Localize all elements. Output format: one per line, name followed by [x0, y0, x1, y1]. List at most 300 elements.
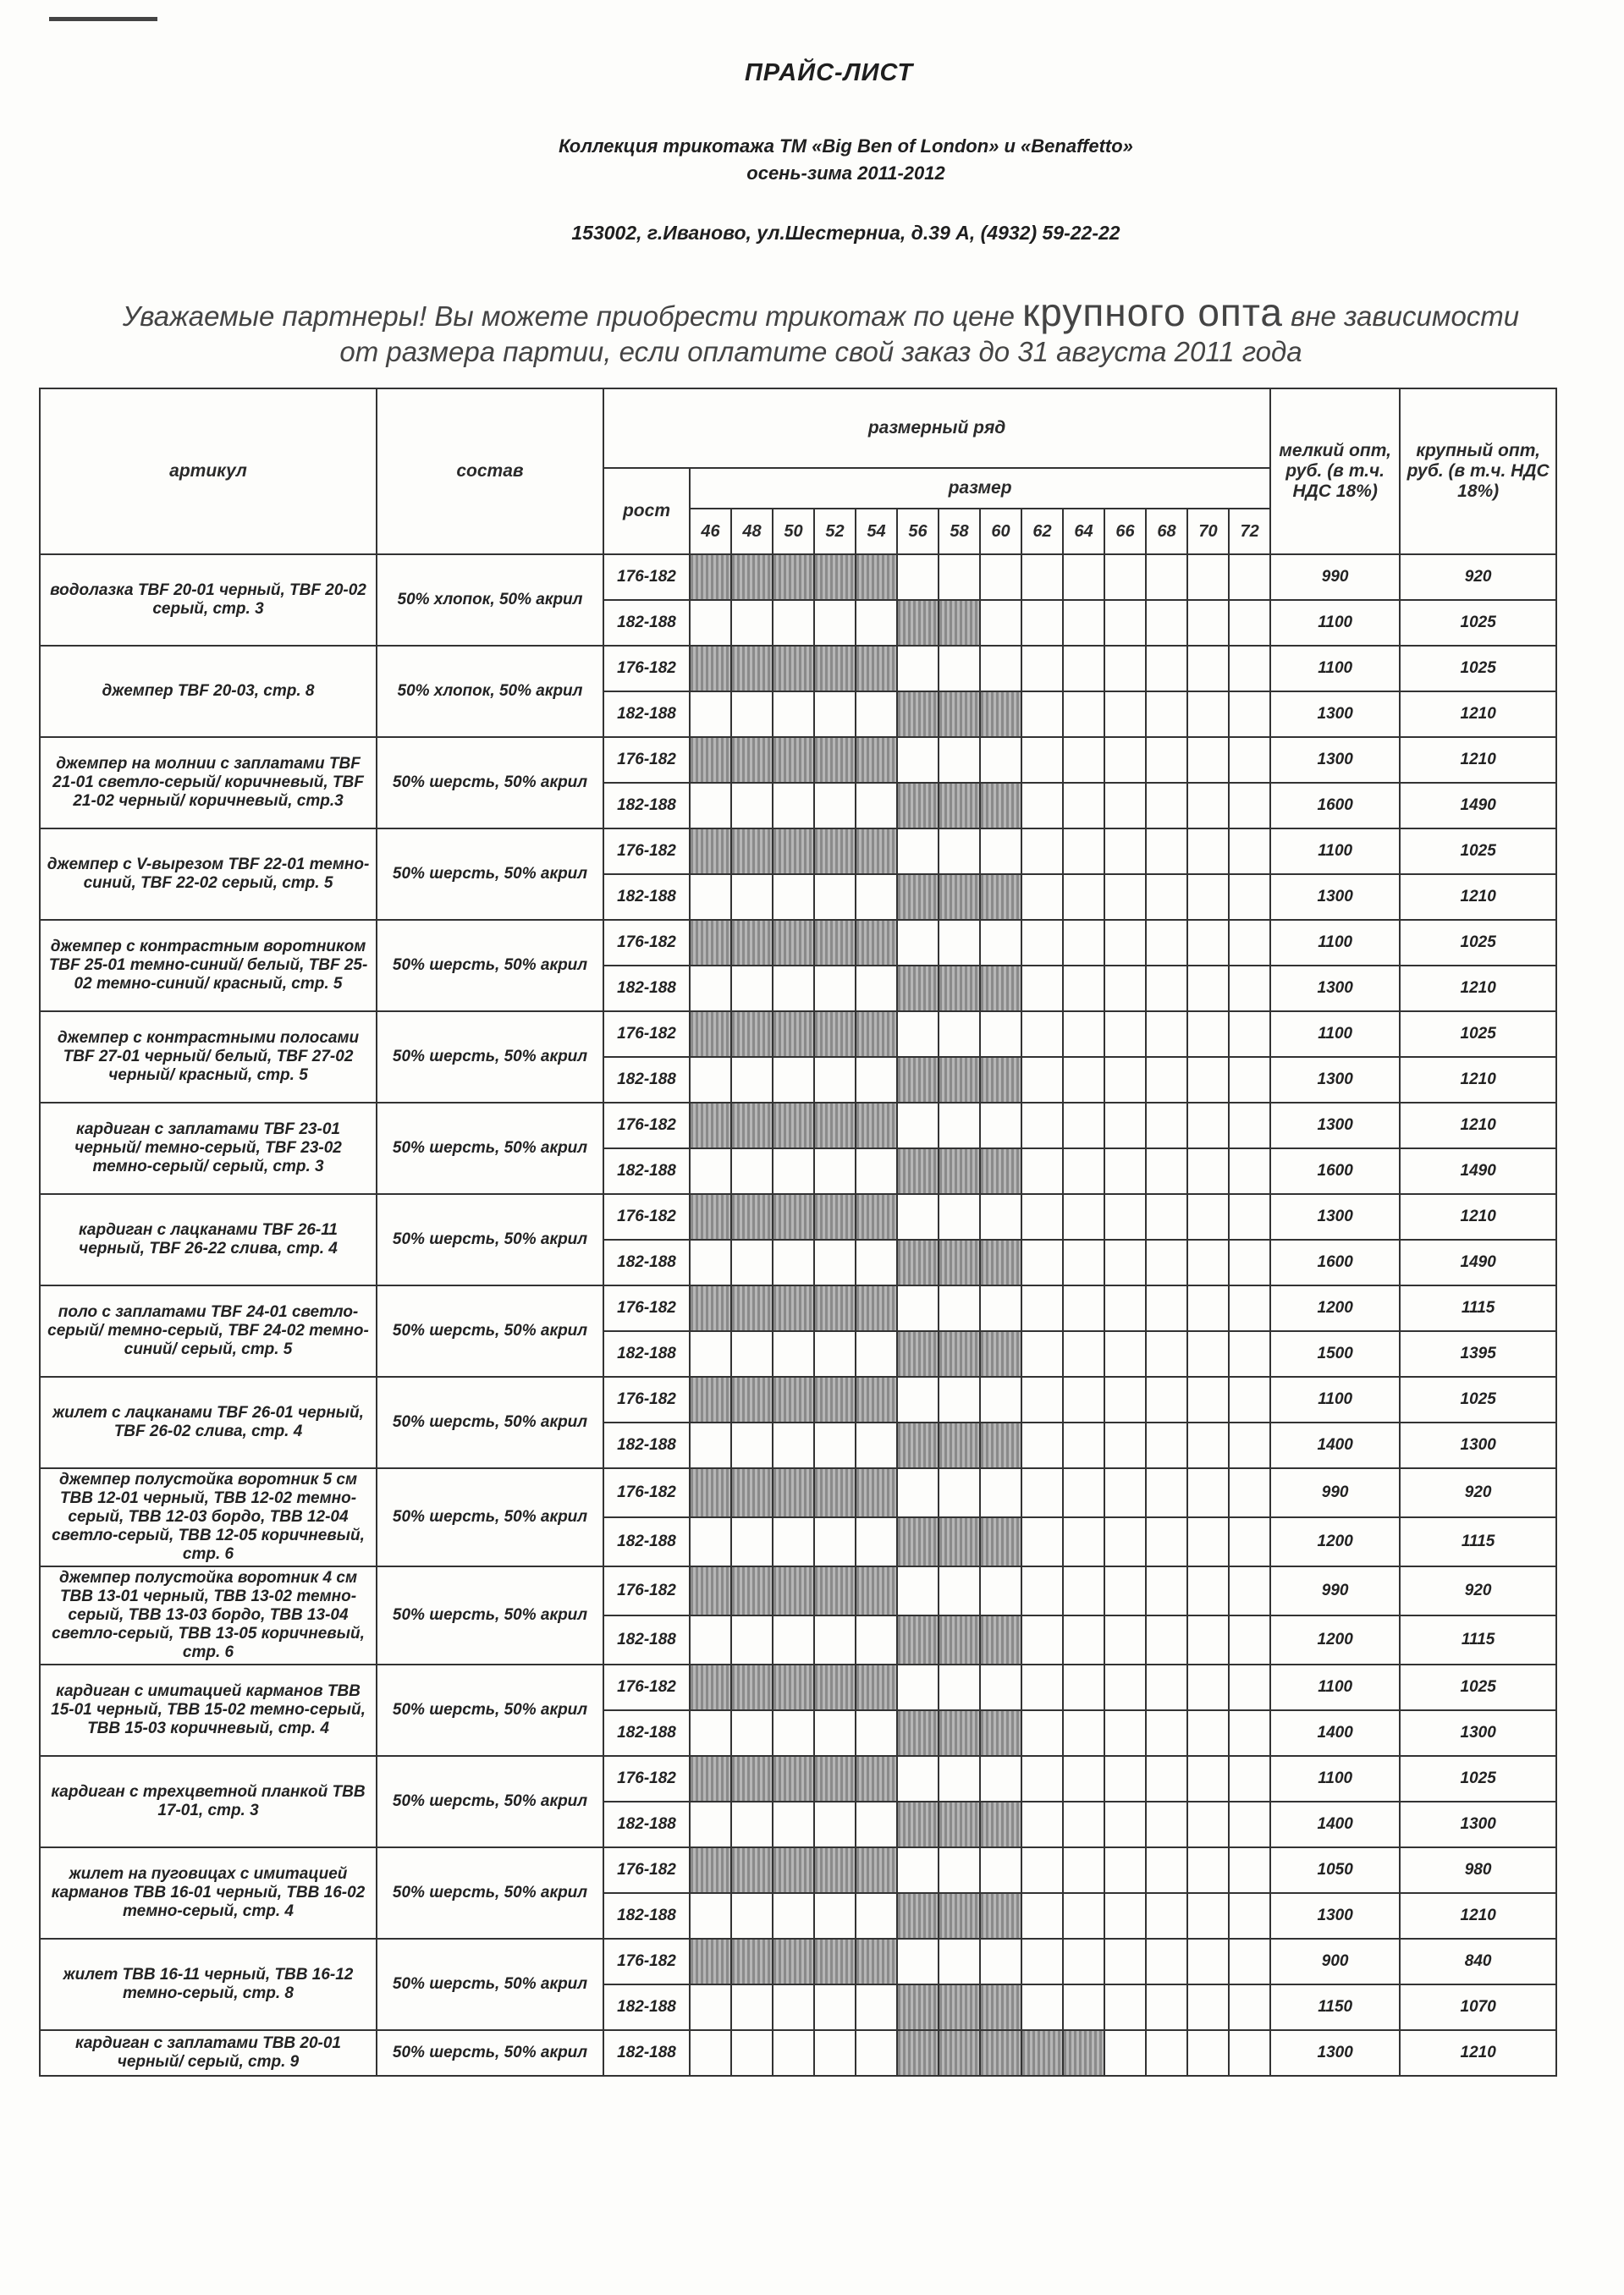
size-cell-48 — [731, 600, 773, 646]
size-cell-72 — [1229, 874, 1270, 920]
size-available-48 — [731, 1377, 773, 1423]
size-available-50 — [773, 828, 814, 874]
height-range: 176-182 — [603, 1939, 690, 1984]
size-cell-50 — [773, 783, 814, 828]
size-cell-64 — [1063, 1240, 1104, 1285]
size-available-50 — [773, 1011, 814, 1057]
size-available-50 — [773, 1194, 814, 1240]
size-available-52 — [814, 737, 856, 783]
size-cell-56 — [897, 1468, 939, 1517]
size-cell-60 — [980, 1377, 1021, 1423]
address-line: 153002, г.Иваново, ул.Шестерниа, д.39 А, (4932) 59-22-22 — [571, 222, 1120, 244]
size-cell-54 — [856, 1615, 897, 1665]
size-cell-70 — [1187, 1377, 1229, 1423]
small-wholesale-price: 1100 — [1270, 1756, 1400, 1802]
size-cell-68 — [1146, 691, 1187, 737]
size-cell-62 — [1021, 1468, 1063, 1517]
size-cell-68 — [1146, 1939, 1187, 1984]
size-cell-72 — [1229, 828, 1270, 874]
large-wholesale-price: 1490 — [1400, 783, 1556, 828]
size-available-60 — [980, 1802, 1021, 1847]
size-cell-46 — [690, 691, 731, 737]
size-cell-62 — [1021, 1194, 1063, 1240]
size-cell-58 — [939, 1847, 980, 1893]
size-header-52: 52 — [814, 509, 856, 554]
size-header-60: 60 — [980, 509, 1021, 554]
size-cell-66 — [1104, 1103, 1146, 1148]
large-wholesale-price: 1210 — [1400, 1057, 1556, 1103]
size-cell-64 — [1063, 920, 1104, 966]
size-cell-70 — [1187, 1615, 1229, 1665]
small-wholesale-price: 990 — [1270, 1468, 1400, 1517]
size-cell-66 — [1104, 691, 1146, 737]
height-range: 182-188 — [603, 1240, 690, 1285]
size-cell-60 — [980, 1285, 1021, 1331]
size-cell-66 — [1104, 1517, 1146, 1566]
size-cell-70 — [1187, 966, 1229, 1011]
size-cell-46 — [690, 1615, 731, 1665]
size-header-64: 64 — [1063, 509, 1104, 554]
size-cell-66 — [1104, 1285, 1146, 1331]
size-available-50 — [773, 1285, 814, 1331]
size-available-60 — [980, 2030, 1021, 2076]
size-cell-66 — [1104, 1893, 1146, 1939]
small-wholesale-price: 1300 — [1270, 966, 1400, 1011]
size-cell-66 — [1104, 1194, 1146, 1240]
size-cell-66 — [1104, 1939, 1146, 1984]
size-cell-52 — [814, 966, 856, 1011]
size-available-58 — [939, 1984, 980, 2030]
large-wholesale-price: 1300 — [1400, 1423, 1556, 1468]
size-cell-64 — [1063, 554, 1104, 600]
large-wholesale-price: 920 — [1400, 554, 1556, 600]
size-cell-72 — [1229, 1802, 1270, 1847]
height-range: 182-188 — [603, 1148, 690, 1194]
size-cell-46 — [690, 1423, 731, 1468]
size-cell-50 — [773, 2030, 814, 2076]
size-cell-62 — [1021, 1665, 1063, 1710]
size-available-54 — [856, 828, 897, 874]
size-cell-60 — [980, 828, 1021, 874]
size-cell-70 — [1187, 1103, 1229, 1148]
height-range: 182-188 — [603, 691, 690, 737]
size-cell-70 — [1187, 783, 1229, 828]
size-available-60 — [980, 1984, 1021, 2030]
size-cell-72 — [1229, 1893, 1270, 1939]
size-cell-68 — [1146, 1802, 1187, 1847]
size-cell-62 — [1021, 783, 1063, 828]
size-header-46: 46 — [690, 509, 731, 554]
size-cell-62 — [1021, 1802, 1063, 1847]
size-cell-54 — [856, 1893, 897, 1939]
size-available-48 — [731, 1103, 773, 1148]
size-cell-52 — [814, 1148, 856, 1194]
height-range: 176-182 — [603, 828, 690, 874]
header-large-wholesale: крупный опт, руб. (в т.ч. НДС 18%) — [1400, 388, 1556, 554]
size-available-60 — [980, 1240, 1021, 1285]
size-cell-52 — [814, 691, 856, 737]
size-available-50 — [773, 1103, 814, 1148]
height-range: 182-188 — [603, 1331, 690, 1377]
size-cell-64 — [1063, 1984, 1104, 2030]
size-cell-54 — [856, 1331, 897, 1377]
product-composition: 50% шерсть, 50% акрил — [377, 828, 603, 920]
size-cell-58 — [939, 828, 980, 874]
size-header-48: 48 — [731, 509, 773, 554]
size-available-52 — [814, 1011, 856, 1057]
size-cell-64 — [1063, 1756, 1104, 1802]
size-available-56 — [897, 874, 939, 920]
size-available-52 — [814, 1103, 856, 1148]
size-cell-56 — [897, 828, 939, 874]
size-available-54 — [856, 1665, 897, 1710]
product-row — [40, 1665, 1556, 1710]
size-cell-62 — [1021, 966, 1063, 1011]
size-cell-68 — [1146, 1566, 1187, 1615]
size-available-54 — [856, 1011, 897, 1057]
size-available-48 — [731, 920, 773, 966]
height-range: 182-188 — [603, 1802, 690, 1847]
size-available-50 — [773, 737, 814, 783]
size-cell-62 — [1021, 691, 1063, 737]
size-cell-60 — [980, 1468, 1021, 1517]
size-cell-52 — [814, 1893, 856, 1939]
product-article: джемпер TBF 20-03, стр. 8 — [40, 646, 377, 737]
size-cell-72 — [1229, 691, 1270, 737]
size-cell-54 — [856, 874, 897, 920]
size-cell-62 — [1021, 1566, 1063, 1615]
price-table-body — [40, 554, 1556, 2076]
product-composition: 50% шерсть, 50% акрил — [377, 1847, 603, 1939]
product-row — [40, 737, 1556, 783]
height-range: 176-182 — [603, 737, 690, 783]
product-composition: 50% шерсть, 50% акрил — [377, 2030, 603, 2076]
size-available-46 — [690, 1665, 731, 1710]
small-wholesale-price: 1100 — [1270, 600, 1400, 646]
size-available-46 — [690, 1468, 731, 1517]
size-cell-48 — [731, 1802, 773, 1847]
size-cell-46 — [690, 1331, 731, 1377]
product-article: жилет TBB 16-11 черный, TBB 16-12 темно-серый, стр. 8 — [40, 1939, 377, 2030]
size-available-48 — [731, 1194, 773, 1240]
size-available-56 — [897, 1057, 939, 1103]
size-cell-62 — [1021, 1847, 1063, 1893]
size-cell-68 — [1146, 1377, 1187, 1423]
size-available-58 — [939, 1331, 980, 1377]
size-available-58 — [939, 1240, 980, 1285]
size-cell-56 — [897, 1285, 939, 1331]
size-cell-70 — [1187, 1194, 1229, 1240]
header-height: рост — [603, 468, 690, 554]
size-cell-48 — [731, 1148, 773, 1194]
size-cell-46 — [690, 874, 731, 920]
size-cell-70 — [1187, 874, 1229, 920]
size-cell-50 — [773, 691, 814, 737]
size-cell-62 — [1021, 1756, 1063, 1802]
large-wholesale-price: 1025 — [1400, 1377, 1556, 1423]
size-cell-46 — [690, 1517, 731, 1566]
size-cell-50 — [773, 1710, 814, 1756]
header-small-wholesale: мелкий опт, руб. (в т.ч. НДС 18%) — [1270, 388, 1400, 554]
size-cell-50 — [773, 1423, 814, 1468]
size-available-52 — [814, 1566, 856, 1615]
size-cell-72 — [1229, 1377, 1270, 1423]
height-range: 176-182 — [603, 646, 690, 691]
size-available-60 — [980, 874, 1021, 920]
size-cell-72 — [1229, 1566, 1270, 1615]
size-available-52 — [814, 1665, 856, 1710]
size-cell-68 — [1146, 920, 1187, 966]
size-available-54 — [856, 737, 897, 783]
height-range: 176-182 — [603, 1377, 690, 1423]
notice-line-1 — [47, 290, 1595, 334]
size-cell-64 — [1063, 1331, 1104, 1377]
height-range: 182-188 — [603, 1615, 690, 1665]
size-available-56 — [897, 1331, 939, 1377]
size-cell-66 — [1104, 1057, 1146, 1103]
size-cell-58 — [939, 1194, 980, 1240]
size-cell-66 — [1104, 1756, 1146, 1802]
size-cell-68 — [1146, 646, 1187, 691]
size-cell-48 — [731, 1710, 773, 1756]
size-cell-66 — [1104, 554, 1146, 600]
size-available-52 — [814, 920, 856, 966]
size-cell-48 — [731, 1240, 773, 1285]
size-cell-64 — [1063, 1423, 1104, 1468]
size-available-48 — [731, 1285, 773, 1331]
header-size: размер — [690, 468, 1270, 509]
size-cell-72 — [1229, 1103, 1270, 1148]
size-available-46 — [690, 1939, 731, 1984]
size-available-48 — [731, 1566, 773, 1615]
large-wholesale-price: 980 — [1400, 1847, 1556, 1893]
height-range: 176-182 — [603, 1468, 690, 1517]
height-range: 176-182 — [603, 1847, 690, 1893]
size-available-46 — [690, 1011, 731, 1057]
size-cell-54 — [856, 2030, 897, 2076]
size-cell-66 — [1104, 1011, 1146, 1057]
size-available-58 — [939, 1423, 980, 1468]
large-wholesale-price: 1210 — [1400, 1893, 1556, 1939]
size-cell-68 — [1146, 1984, 1187, 2030]
size-cell-52 — [814, 1517, 856, 1566]
size-cell-52 — [814, 1057, 856, 1103]
size-cell-70 — [1187, 828, 1229, 874]
size-available-48 — [731, 1665, 773, 1710]
small-wholesale-price: 1100 — [1270, 920, 1400, 966]
height-range: 176-182 — [603, 554, 690, 600]
size-cell-52 — [814, 1240, 856, 1285]
size-cell-66 — [1104, 1710, 1146, 1756]
size-cell-58 — [939, 1566, 980, 1615]
size-cell-62 — [1021, 1615, 1063, 1665]
size-available-56 — [897, 966, 939, 1011]
size-cell-58 — [939, 737, 980, 783]
size-cell-70 — [1187, 737, 1229, 783]
size-available-50 — [773, 1566, 814, 1615]
size-cell-70 — [1187, 554, 1229, 600]
size-cell-72 — [1229, 1285, 1270, 1331]
size-cell-50 — [773, 874, 814, 920]
size-cell-58 — [939, 1011, 980, 1057]
large-wholesale-price: 1025 — [1400, 1665, 1556, 1710]
size-cell-54 — [856, 1057, 897, 1103]
size-cell-52 — [814, 1802, 856, 1847]
size-available-48 — [731, 1468, 773, 1517]
size-cell-56 — [897, 1756, 939, 1802]
small-wholesale-price: 1100 — [1270, 1377, 1400, 1423]
size-available-64 — [1063, 2030, 1104, 2076]
height-range: 176-182 — [603, 920, 690, 966]
size-cell-68 — [1146, 1285, 1187, 1331]
small-wholesale-price: 1300 — [1270, 874, 1400, 920]
large-wholesale-price: 1025 — [1400, 646, 1556, 691]
size-header-62: 62 — [1021, 509, 1063, 554]
size-available-50 — [773, 1468, 814, 1517]
product-composition: 50% шерсть, 50% акрил — [377, 1756, 603, 1847]
height-range: 176-182 — [603, 1103, 690, 1148]
size-cell-48 — [731, 1984, 773, 2030]
size-available-46 — [690, 737, 731, 783]
size-cell-68 — [1146, 1710, 1187, 1756]
size-available-50 — [773, 1939, 814, 1984]
size-cell-56 — [897, 920, 939, 966]
size-cell-72 — [1229, 737, 1270, 783]
size-cell-68 — [1146, 1665, 1187, 1710]
notice-emphasis: крупного опта — [1022, 290, 1283, 334]
size-cell-68 — [1146, 1847, 1187, 1893]
page-title: ПРАЙС-ЛИСТ — [744, 59, 914, 86]
size-cell-48 — [731, 1893, 773, 1939]
small-wholesale-price: 990 — [1270, 1566, 1400, 1615]
size-cell-46 — [690, 1893, 731, 1939]
size-cell-50 — [773, 1615, 814, 1665]
size-cell-54 — [856, 1710, 897, 1756]
large-wholesale-price: 1115 — [1400, 1517, 1556, 1566]
height-range: 176-182 — [603, 1665, 690, 1710]
size-available-54 — [856, 1103, 897, 1148]
size-cell-46 — [690, 1710, 731, 1756]
size-cell-68 — [1146, 1240, 1187, 1285]
size-cell-66 — [1104, 646, 1146, 691]
size-available-58 — [939, 1802, 980, 1847]
small-wholesale-price: 1400 — [1270, 1710, 1400, 1756]
size-cell-52 — [814, 2030, 856, 2076]
product-article: кардиган с заплатами TBF 23-01 черный/ темно-серый, TBF 23-02 темно-серый/ серый, стр. 3 — [40, 1103, 377, 1194]
size-available-48 — [731, 828, 773, 874]
size-cell-58 — [939, 646, 980, 691]
product-article: кардиган с имитацией карманов TBB 15-01 черный, TBB 15-02 темно-серый, TBB 15-03 коричневый, стр. 4 — [40, 1665, 377, 1756]
size-cell-66 — [1104, 1377, 1146, 1423]
small-wholesale-price: 1100 — [1270, 828, 1400, 874]
product-article: кардиган с заплатами TBB 20-01 черный/ серый, стр. 9 — [40, 2030, 377, 2076]
large-wholesale-price: 920 — [1400, 1566, 1556, 1615]
size-cell-68 — [1146, 874, 1187, 920]
size-cell-66 — [1104, 1984, 1146, 2030]
size-cell-62 — [1021, 1377, 1063, 1423]
product-article: джемпер на молнии с заплатами TBF 21-01 светло-серый/ коричневый, TBF 21-02 черный/ коричневый, стр.3 — [40, 737, 377, 828]
small-wholesale-price: 1600 — [1270, 1240, 1400, 1285]
size-cell-50 — [773, 1331, 814, 1377]
small-wholesale-price: 1600 — [1270, 1148, 1400, 1194]
product-article: кардиган с лацканами TBF 26-11 черный, TBF 26-22 слива, стр. 4 — [40, 1194, 377, 1285]
size-header-54: 54 — [856, 509, 897, 554]
size-available-52 — [814, 828, 856, 874]
header-size-range: размерный ряд — [603, 388, 1270, 468]
size-cell-68 — [1146, 1103, 1187, 1148]
small-wholesale-price: 1300 — [1270, 691, 1400, 737]
product-row — [40, 1566, 1556, 1615]
size-cell-64 — [1063, 1939, 1104, 1984]
size-cell-48 — [731, 874, 773, 920]
small-wholesale-price: 1200 — [1270, 1285, 1400, 1331]
product-row — [40, 1103, 1556, 1148]
product-row — [40, 1285, 1556, 1331]
size-cell-72 — [1229, 554, 1270, 600]
size-cell-68 — [1146, 1148, 1187, 1194]
size-cell-52 — [814, 1984, 856, 2030]
size-cell-64 — [1063, 783, 1104, 828]
product-composition: 50% шерсть, 50% акрил — [377, 1939, 603, 2030]
height-range: 182-188 — [603, 600, 690, 646]
size-cell-64 — [1063, 646, 1104, 691]
size-cell-64 — [1063, 737, 1104, 783]
size-cell-64 — [1063, 1566, 1104, 1615]
size-cell-70 — [1187, 1710, 1229, 1756]
size-available-58 — [939, 2030, 980, 2076]
small-wholesale-price: 1400 — [1270, 1802, 1400, 1847]
top-rule — [49, 17, 157, 21]
size-available-60 — [980, 783, 1021, 828]
size-cell-62 — [1021, 874, 1063, 920]
size-available-46 — [690, 1377, 731, 1423]
product-composition: 50% шерсть, 50% акрил — [377, 1665, 603, 1756]
size-cell-66 — [1104, 1148, 1146, 1194]
size-cell-52 — [814, 600, 856, 646]
height-range: 182-188 — [603, 1984, 690, 2030]
size-cell-58 — [939, 1756, 980, 1802]
size-available-52 — [814, 1756, 856, 1802]
size-cell-62 — [1021, 828, 1063, 874]
size-available-46 — [690, 1756, 731, 1802]
size-available-54 — [856, 1939, 897, 1984]
large-wholesale-price: 1025 — [1400, 1756, 1556, 1802]
size-cell-54 — [856, 1802, 897, 1847]
collection-line: Коллекция трикотажа ТМ «Big Ben of London» и «Benaffetto» — [559, 135, 1133, 157]
notice-line-2: от размера партии, если оплатите свой заказ до 31 августа 2011 года — [339, 336, 1302, 367]
product-article: джемпер с контрастным воротником TBF 25-01 темно-синий/ белый, TBF 25-02 темно-синий/ красный, стр. 5 — [40, 920, 377, 1011]
size-cell-66 — [1104, 1468, 1146, 1517]
size-cell-62 — [1021, 1148, 1063, 1194]
large-wholesale-price: 1210 — [1400, 1103, 1556, 1148]
height-range: 182-188 — [603, 783, 690, 828]
size-cell-70 — [1187, 691, 1229, 737]
size-available-56 — [897, 2030, 939, 2076]
size-available-58 — [939, 1615, 980, 1665]
size-cell-56 — [897, 1103, 939, 1148]
size-header-70: 70 — [1187, 509, 1229, 554]
size-cell-70 — [1187, 1011, 1229, 1057]
height-range: 182-188 — [603, 1893, 690, 1939]
size-available-52 — [814, 1939, 856, 1984]
large-wholesale-price: 1115 — [1400, 1285, 1556, 1331]
product-row — [40, 1756, 1556, 1802]
size-cell-54 — [856, 1148, 897, 1194]
size-cell-54 — [856, 1517, 897, 1566]
size-cell-66 — [1104, 1240, 1146, 1285]
size-cell-48 — [731, 1423, 773, 1468]
size-cell-56 — [897, 554, 939, 600]
